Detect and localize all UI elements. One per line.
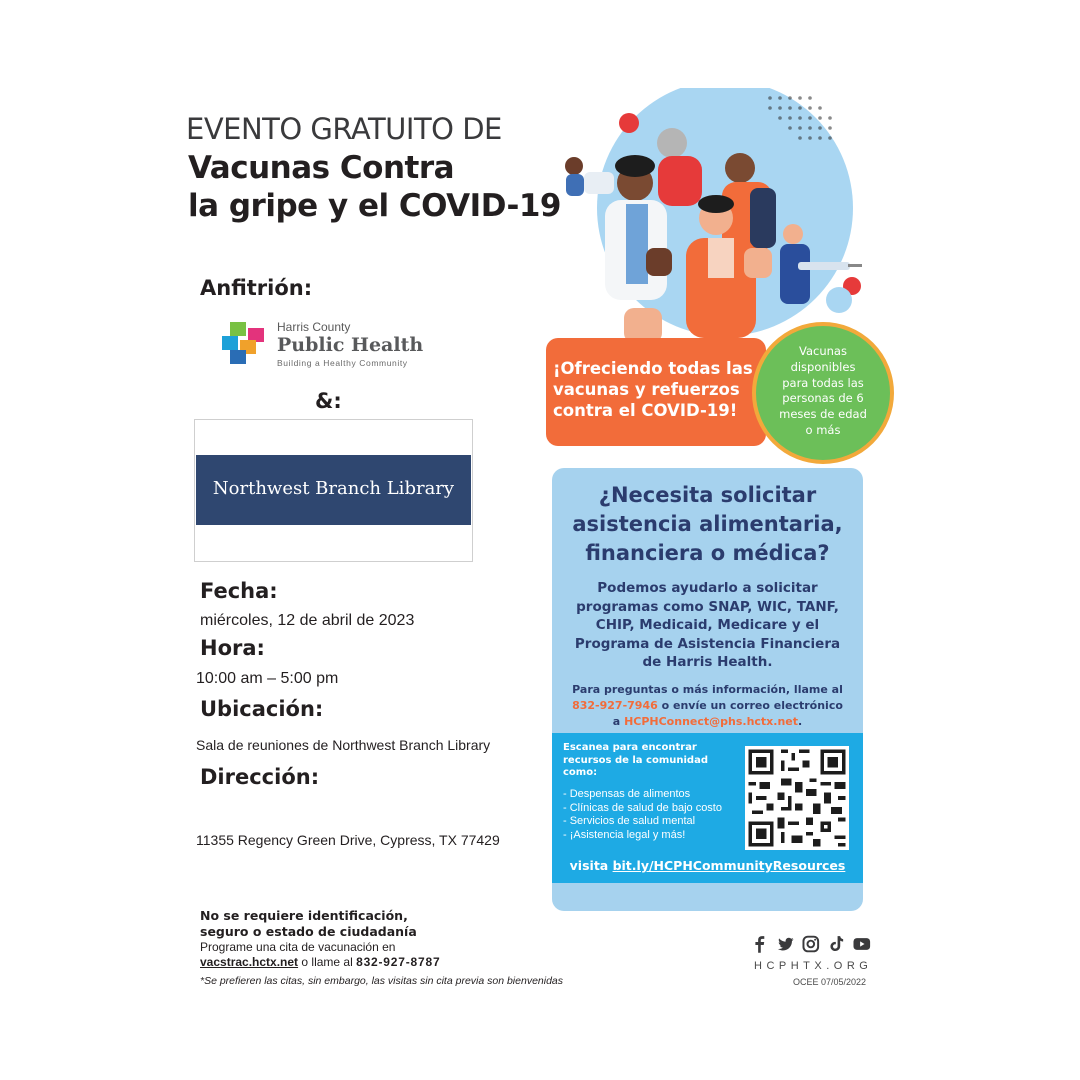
address-label: Dirección:	[200, 765, 320, 789]
assistance-body-line: Programa de Asistencia Financiera	[574, 635, 841, 652]
requirement-line1: No se requiere identificación,	[200, 908, 408, 923]
age-eligibility-text	[760, 344, 886, 439]
visit-prefix: visita	[569, 858, 613, 873]
qr-code[interactable]	[745, 746, 849, 850]
hcph-tagline: Building a Healthy Community	[277, 358, 408, 368]
assistance-title-line: ¿Necesita solicitar	[598, 483, 817, 507]
vaccination-illustration	[540, 88, 880, 343]
tiktok-icon[interactable]	[828, 935, 846, 953]
age-eligibility-line: personas de 6	[782, 391, 864, 406]
twitter-icon[interactable]	[777, 935, 795, 953]
event-kicker: EVENTO GRATUITO DE	[186, 112, 502, 146]
location-label: Ubicación:	[200, 697, 324, 721]
vacstrac-link[interactable]: vacstrac.hctx.net	[200, 955, 299, 969]
resource-item: - Clínicas de salud de bajo costo	[563, 801, 722, 814]
date-value: miércoles, 12 de abril de 2023	[200, 612, 415, 629]
assistance-body-line: programas como SNAP, WIC, TANF,	[576, 598, 839, 615]
event-title-line1: Vacunas Contra	[188, 150, 455, 186]
scan-title	[563, 742, 733, 780]
contact-email-line	[556, 714, 859, 730]
vaccine-offer-line: vacunas y refuerzos	[553, 380, 740, 399]
resource-item: - Servicios de salud mental	[563, 815, 696, 828]
date-label: Fecha:	[200, 579, 278, 603]
hcph-logo-mark	[220, 322, 270, 366]
appointment-phone[interactable]: 832-927-8787	[356, 955, 441, 969]
time-value: 10:00 am – 5:00 pm	[196, 670, 339, 687]
document-code: OCEE 07/05/2022	[793, 977, 867, 987]
assistance-body-line: de Harris Health.	[642, 654, 773, 671]
contact-email-link[interactable]: HCPHConnect@phs.hctx.net	[624, 715, 799, 728]
requirement-line2: seguro o estado de ciudadanía	[200, 924, 417, 939]
website-url[interactable]: HCPHTX.ORG	[754, 960, 873, 972]
event-title-line2: la gripe y el COVID-19	[188, 188, 562, 224]
age-eligibility-line: disponibles	[790, 359, 856, 374]
assistance-contact	[556, 682, 859, 730]
time-label: Hora:	[200, 636, 265, 660]
resource-item: - ¡Asistencia legal y más!	[563, 828, 686, 841]
appointment-line: Programe una cita de vacunación en	[200, 940, 396, 954]
ampersand: &:	[315, 389, 342, 413]
address-value: 11355 Regency Green Drive, Cypress, TX 77429	[196, 832, 500, 848]
vaccine-offer-line: ¡Ofreciendo todas las	[553, 359, 753, 378]
assistance-title	[552, 481, 863, 568]
assistance-title-line: asistencia alimentaria,	[572, 512, 843, 536]
resource-list	[563, 788, 753, 842]
walkin-note: *Se prefieren las citas, sin embargo, las visitas sin cita previa son bienvenidas	[200, 975, 564, 987]
social-icons	[751, 935, 871, 955]
contact-a: a	[612, 715, 625, 728]
hcph-name: Public Health	[277, 334, 424, 356]
instagram-icon[interactable]	[802, 935, 820, 953]
hcph-county: Harris County	[277, 320, 351, 334]
vaccine-offer-text	[553, 358, 763, 421]
age-eligibility-line: o más	[805, 422, 841, 437]
scan-title-line: como:	[563, 767, 598, 778]
age-eligibility-line: para todas las	[782, 375, 864, 390]
visit-line	[552, 858, 863, 873]
contact-intro: Para preguntas o más información, llame al	[572, 683, 843, 696]
age-eligibility-line: Vacunas	[799, 344, 847, 358]
contact-phone[interactable]: 832-927-7946	[572, 699, 658, 712]
vaccine-offer-line: contra el COVID-19!	[553, 401, 738, 420]
assistance-title-line: financiera o médica?	[585, 541, 830, 565]
scan-title-line: Escanea para encontrar	[563, 742, 697, 753]
resource-item: - Despensas de alimentos	[563, 788, 691, 800]
appointment-contact	[200, 955, 440, 969]
assistance-body-line: CHIP, Medicaid, Medicare y el	[595, 617, 820, 634]
facebook-icon[interactable]	[751, 935, 769, 953]
library-name: Northwest Branch Library	[212, 478, 455, 499]
age-eligibility-line: meses de edad	[779, 407, 867, 422]
youtube-icon[interactable]	[853, 935, 871, 953]
contact-mid: o envíe un correo electrónico	[657, 699, 843, 712]
assistance-body	[560, 579, 855, 672]
appointment-mid: o llame al	[298, 955, 357, 969]
host-label: Anfitrión:	[200, 276, 313, 300]
assistance-body-line: Podemos ayudarlo a solicitar	[597, 580, 818, 596]
contact-phone-line	[556, 698, 859, 714]
resources-link[interactable]: bit.ly/HCPHCommunityResources	[612, 858, 846, 873]
scan-title-line: recursos de la comunidad	[563, 754, 708, 766]
contact-end: .	[798, 715, 803, 728]
location-value: Sala de reuniones de Northwest Branch Library	[196, 737, 491, 753]
